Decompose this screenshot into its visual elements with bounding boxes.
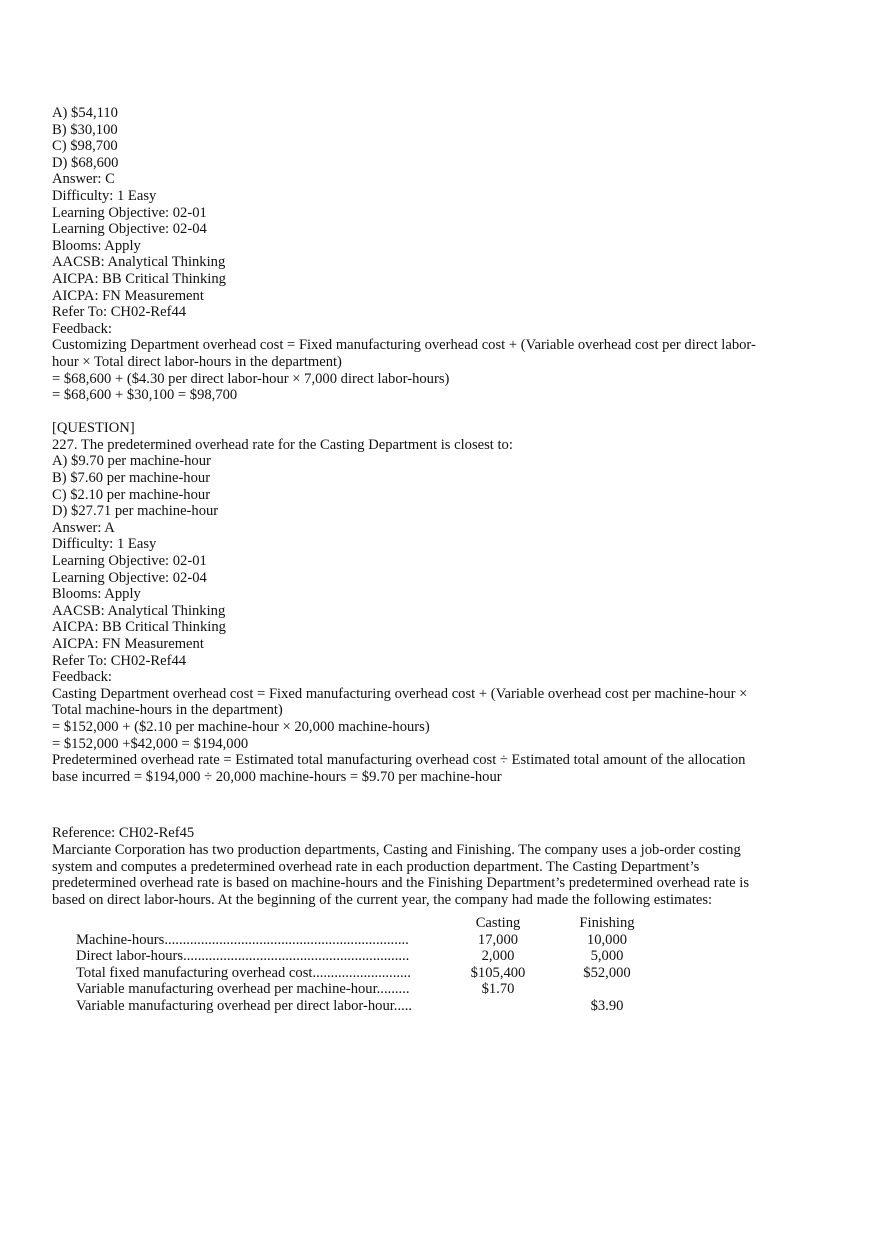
row-label: Variable manufacturing overhead per direct labor-hour.....	[76, 997, 413, 1014]
feedback-line: = $152,000 + ($2.10 per machine-hour × 20,000 machine-hours)	[52, 718, 430, 735]
question-tag: [QUESTION]	[52, 420, 135, 437]
finishing-value	[548, 981, 666, 998]
answer-line: Answer: A	[52, 519, 115, 536]
answer-option: B) $7.60 per machine-hour	[52, 470, 211, 487]
finishing-value: 5,000	[590, 948, 624, 965]
answer-option: C) $2.10 per machine-hour	[52, 486, 211, 503]
feedback-line: hour × Total direct labor-hours in the department)	[52, 353, 342, 370]
feedback-label: Feedback:	[52, 320, 112, 337]
finishing-value: $52,000	[583, 964, 631, 981]
reference-body-line: Marciante Corporation has two production departments, Casting and Finishing. The company uses a job-order costing	[52, 841, 741, 858]
table-row	[76, 965, 666, 982]
answer-option: D) $68,600	[52, 154, 119, 171]
feedback-line: Predetermined overhead rate = Estimated total manufacturing overhead cost ÷ Estimated total amount of the allocation	[52, 752, 746, 769]
refer-line: Refer To: CH02-Ref44	[52, 652, 187, 669]
feedback-label: Feedback:	[52, 669, 112, 686]
blooms-line: Blooms: Apply	[52, 237, 141, 254]
casting-value: 17,000	[477, 931, 519, 948]
casting-value: $1.70	[481, 981, 515, 998]
finishing-value: 10,000	[586, 931, 628, 948]
casting-value: $105,400	[470, 964, 526, 981]
objective-line: Learning Objective: 02-01	[52, 204, 207, 221]
answer-option: A) $9.70 per machine-hour	[52, 453, 211, 470]
aicpa-line: AICPA: BB Critical Thinking	[52, 619, 226, 636]
table-row	[76, 932, 666, 949]
table-row	[76, 981, 666, 998]
reference-body-line: based on direct labor-hours. At the beginning of the current year, the company had made the following estimates:	[52, 891, 713, 908]
aacsb-line: AACSB: Analytical Thinking	[52, 602, 226, 619]
reference-heading: Reference: CH02-Ref45	[52, 825, 195, 842]
difficulty-line: Difficulty: 1 Easy	[52, 536, 157, 553]
refer-line: Refer To: CH02-Ref44	[52, 304, 187, 321]
row-label: Machine-hours...................................................................	[76, 931, 409, 948]
aicpa-line: AICPA: FN Measurement	[52, 636, 204, 652]
reference-body-line: predetermined overhead rate is based on machine-hours and the Finishing Department’s predetermined overhead rate is	[52, 875, 750, 892]
feedback-line: = $68,600 + ($4.30 per direct labor-hour × 7,000 direct labor-hours)	[52, 370, 450, 387]
finishing-value: $3.90	[590, 997, 624, 1014]
row-label: Variable manufacturing overhead per machine-hour.........	[76, 981, 410, 998]
aacsb-line: AACSB: Analytical Thinking	[52, 254, 226, 271]
answer-option: C) $98,700	[52, 138, 118, 155]
feedback-line: base incurred = $194,000 ÷ 20,000 machine-hours = $9.70 per machine-hour	[52, 768, 502, 785]
table-row	[76, 998, 666, 1015]
feedback-line: Casting Department overhead cost = Fixed manufacturing overhead cost + (Variable overhead cost per machine-hour ×	[52, 685, 748, 702]
feedback-line: Customizing Department overhead cost = Fixed manufacturing overhead cost + (Variable overhead cost per direct labor-	[52, 337, 756, 354]
table-header-cell: Finishing	[579, 915, 635, 931]
answer-option: B) $30,100	[52, 121, 118, 138]
difficulty-line: Difficulty: 1 Easy	[52, 187, 157, 204]
table-row	[76, 948, 666, 965]
aicpa-line: AICPA: FN Measurement	[52, 287, 204, 304]
aicpa-line: AICPA: BB Critical Thinking	[52, 270, 226, 287]
answer-option: A) $54,110	[52, 105, 118, 121]
table-header-cell: Casting	[475, 915, 521, 931]
document-page	[52, 105, 756, 908]
question-stem: 227. The predetermined overhead rate for the Casting Department is closest to:	[52, 436, 513, 453]
blooms-line: Blooms: Apply	[52, 586, 141, 603]
objective-line: Learning Objective: 02-04	[52, 569, 207, 586]
feedback-line: = $152,000 +$42,000 = $194,000	[52, 735, 249, 752]
objective-line: Learning Objective: 02-04	[52, 221, 207, 238]
feedback-line: = $68,600 + $30,100 = $98,700	[52, 387, 238, 404]
table-header-row	[76, 915, 666, 932]
casting-value	[448, 998, 548, 1015]
estimates-table	[76, 915, 666, 1015]
casting-value: 2,000	[481, 948, 515, 965]
feedback-line: Total machine-hours in the department)	[52, 702, 283, 719]
answer-option: D) $27.71 per machine-hour	[52, 503, 219, 520]
answer-line: Answer: C	[52, 171, 115, 188]
reference-body-line: system and computes a predetermined overhead rate in each production department. The Casting Department’s	[52, 858, 700, 875]
objective-line: Learning Objective: 02-01	[52, 553, 207, 570]
row-label: Total fixed manufacturing overhead cost...........................	[76, 964, 411, 981]
row-label: Direct labor-hours..............................................................	[76, 948, 410, 965]
table-header-cell	[76, 915, 448, 932]
